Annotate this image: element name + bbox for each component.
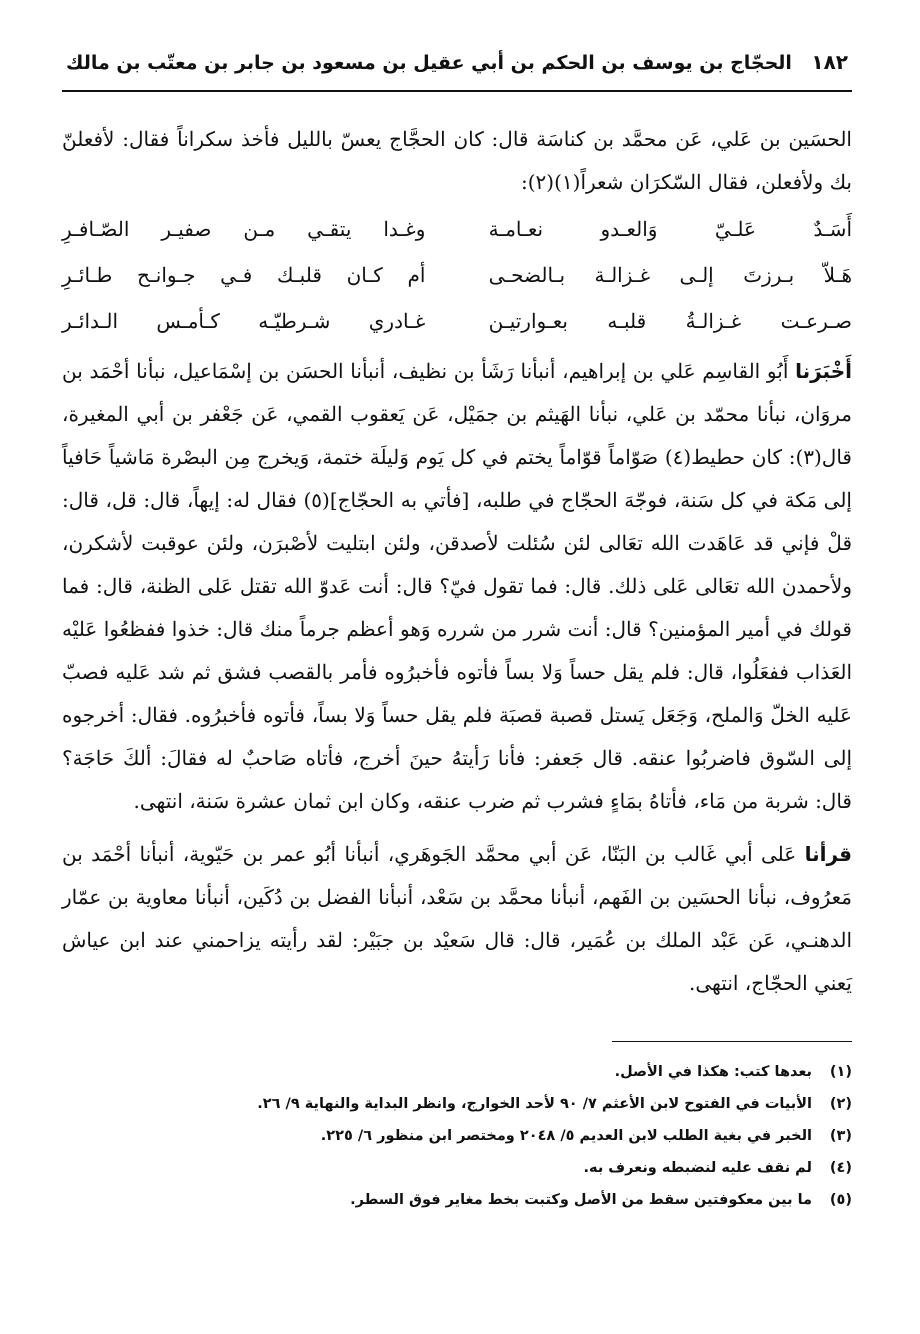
verse-line	[62, 298, 852, 344]
footnote-text: ما بين معكوفتين سقط من الأصل وكتبت بخط مغاير فوق السطر.	[350, 1192, 812, 1208]
footnote-text: بعدها كتب: هكذا في الأصل.	[614, 1064, 812, 1080]
verse-first-hemistich: هَـلاّ بـرزتَ إلـى غـزالـة بـالضحـى	[488, 263, 852, 287]
paragraph-qara-na	[62, 833, 852, 1005]
page-number: ١٨٢	[811, 50, 848, 74]
paragraph-lead-word: أَخْبَرَنا	[795, 359, 852, 383]
running-title: الحجّاج بن يوسف بن الحكم بن أبي عقيل بن مسعود بن جابر بن معتّب بن مالك	[66, 52, 792, 74]
footnote	[62, 1152, 852, 1184]
footnote-number: (٤)	[829, 1160, 852, 1176]
book-page	[62, 50, 852, 1216]
paragraph-intro: الحسَين بن عَلي، عَن محمَّد بن كناسَة قال: كان الحجَّاج يعسّ بالليل فأخذ سكراناً فقال: لأفعلنّ بك ولأفعلن، فقال السّكرَان شعراً(١)(٢):	[62, 127, 852, 194]
verse-first-hemistich: صـرعـت غـزالـةُ قلبـه بعـوارتيـن	[488, 309, 852, 333]
running-header	[62, 50, 852, 92]
footnote-text: لم نقف عليه لنضبطه ونعرف به.	[583, 1160, 812, 1176]
footnotes	[62, 1056, 852, 1216]
verse-line	[62, 252, 852, 298]
footnote-text: الأبيات في الفتوح لابن الأعثم ٧/ ٩٠ لأحد الخوارج، وانظر البداية والنهاية ٩/ ٢٦.	[257, 1096, 812, 1112]
footnote	[62, 1120, 852, 1152]
poem-verses	[62, 206, 852, 344]
verse-second-hemistich: وغـدا يتقـي مـن صفيـر الصّـافـرِ	[62, 217, 426, 241]
verse-second-hemistich: أم كـان قلبـك فـي جـوانـح طـائـرِ	[62, 263, 426, 287]
verse-second-hemistich: غـادري شـرطيّـه كـأمـس الـدائـر	[62, 309, 426, 333]
footnote-number: (٣)	[829, 1128, 852, 1144]
footnote-number: (٥)	[829, 1192, 852, 1208]
footnote-separator	[612, 1041, 852, 1042]
paragraph-lead-word: قرأنا	[804, 842, 852, 866]
footnote-number: (٢)	[829, 1096, 852, 1112]
paragraph-text: أَبُو القاسِم عَلي بن إبراهيم، أنبأنا رَشَأ بن نظيف، أنبأنا الحسَن بن إسْمَاعيل، نبأنا أحْمَد بن مروَان، نبأنا محمّد بن عَلي، نبأنا الهَيثم بن جمَيْل، عَن يَعقوب القمي، عَن جَعْفر بن أبي المغيرة، قال(٣): كان حطيط(٤) صَوّاماً قوّاماً يختم في كل يَوم وَليلَة ختمة، وَيخرج مِن البصْرة مَاشياً حَافياً إلى مَكة في كل سَنة، فوجّهَ الحجّاج في طلبه، [فأتي به الحجّاج](٥) فقال له: إيهاً، قال: قل، قال: قلْ فإني قد عَاهَدت الله تعَالى لئن سُئلت لأصدقن، ولئن ابتليت لأصْبرَن، ولئن عوقبت لأشكرن، ولأحمدن الله تعَالى عَلى ذلك. قال: فما تقول فيّ؟ قال: أنت عَدوّ الله تقتل عَلى الظنة، قال: فما قولك في أمير المؤمنين؟ قال: أنت شرر من شرره وَهو أعظم جرماً منك قال: خذوا ففظعُوا عَليْه العَذاب ففعَلُوا، قال: فلم يقل حساً وَلا بساً فأتوه فأخبرُوه فأمر بالقصب فشق ثم شد عَليه فصبّ عَليه الخلّ وَالملح، وَجَعَل يَستل قصبة قصبَة فلم يقل حساً وَلا بساً، فأتوه فأخبرُوه. فقال: أخرجوه إلى السّوق فاضربُوا عنقه. قال جَعفر: فأنا رَأيتهُ حينَ أخرج، فأتاه صَاحبٌ له فقالَ: ألكَ حَاجَة؟ قال: شربة من مَاء، فأتاهُ بمَاءٍ فشرب ثم ضرب عنقه، وكان ابن ثمان عشرة سَنة، انتهى.	[62, 359, 852, 813]
footnote-text: الخبر في بغية الطلب لابن العديم ٥/ ٢٠٤٨ ومختصر ابن منظور ٦/ ٢٢٥.	[320, 1128, 812, 1144]
footnote	[62, 1088, 852, 1120]
main-text	[62, 118, 852, 1005]
footnote-number: (١)	[829, 1064, 852, 1080]
verse-first-hemistich: أَسَـدٌ عَلـيّ وَالعـدو نعـامـة	[488, 217, 852, 241]
verse-line	[62, 206, 852, 252]
paragraph-text: عَلى أبي غَالب بن البَنّا، عَن أبي محمَّد الجَوهَري، أنبأنا أبُو عمر بن حَيّوية، أنبأنا أحْمَد بن مَعرُوف، نبأنا الحسَين بن الفَهم، أنبأنا محمَّد بن سَعْد، أنبأنا الفضل بن دُكَين، أنبأنا معاوية بن عمّار الدهنـي، عَن عَبْد الملك بن عُمَير، قال: قال سَعيْد بن جبَيْر: لقد رأيته يزاحمني عند ابن عياش يَعني الحجّاج، انتهى.	[62, 842, 852, 995]
footnote	[62, 1184, 852, 1216]
footnote	[62, 1056, 852, 1088]
paragraph-hatit-story	[62, 350, 852, 823]
